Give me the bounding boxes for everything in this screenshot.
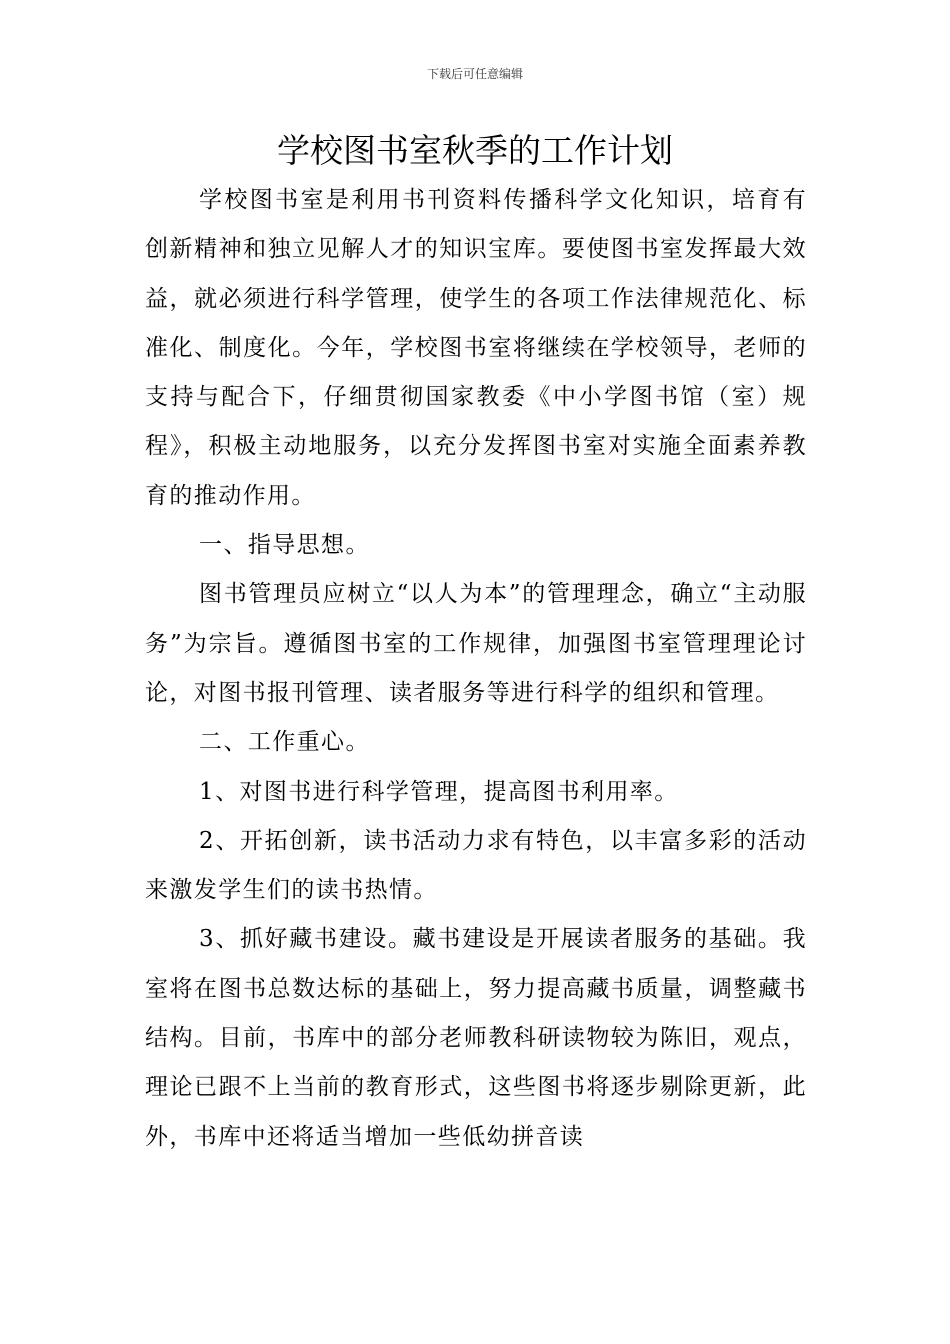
paragraph-guiding-thought: 图书管理员应树立“以人为本”的管理理念，确立“主动服务”为宗旨。遵循图书室的工作规律，加强图书室管理理论讨论，对图书报刊管理、读者服务等进行科学的组织和管理。 bbox=[145, 581, 807, 706]
section-heading-work-focus: 二、工作重心。 bbox=[199, 729, 370, 756]
list-item-3: 3、抓好藏书建设。藏书建设是开展读者服务的基础。我室将在图书总数达标的基础上，努力提高藏书质量，调整藏书结构。目前，书库中的部分老师教科研读物较为陈旧，观点，理论已跟不上当前的教育形式，这些图书将逐步剔除更新，此外，书库中还将适当增加一些低幼拼音读 bbox=[145, 926, 807, 1150]
document-title: 学校图书室秋季的工作计划 bbox=[277, 131, 673, 170]
paragraph-intro: 学校图书室是利用书刊资料传播科学文化知识，培育有创新精神和独立见解人才的知识宝库。要使图书室发挥最大效益，就必须进行科学管理，使学生的各项工作法律规范化、标准化、制度化。今年，学校图书室将继续在学校领导，老师的支持与配合下，仔细贯彻国家教委《中小学图书馆（室）规程》，积极主动地服务，以充分发挥图书室对实施全面素养教育的推动作用。 bbox=[145, 187, 807, 509]
document-body bbox=[145, 176, 807, 1162]
page-header-note: 下载后可任意编辑 bbox=[426, 67, 523, 81]
list-item-1: 1、对图书进行科学管理，提高图书利用率。 bbox=[199, 778, 679, 805]
section-heading-guiding-thought: 一、指导思想。 bbox=[199, 532, 370, 559]
list-item-2: 2、开拓创新，读书活动力求有特色，以丰富多彩的活动来激发学生们的读书热情。 bbox=[145, 827, 807, 904]
